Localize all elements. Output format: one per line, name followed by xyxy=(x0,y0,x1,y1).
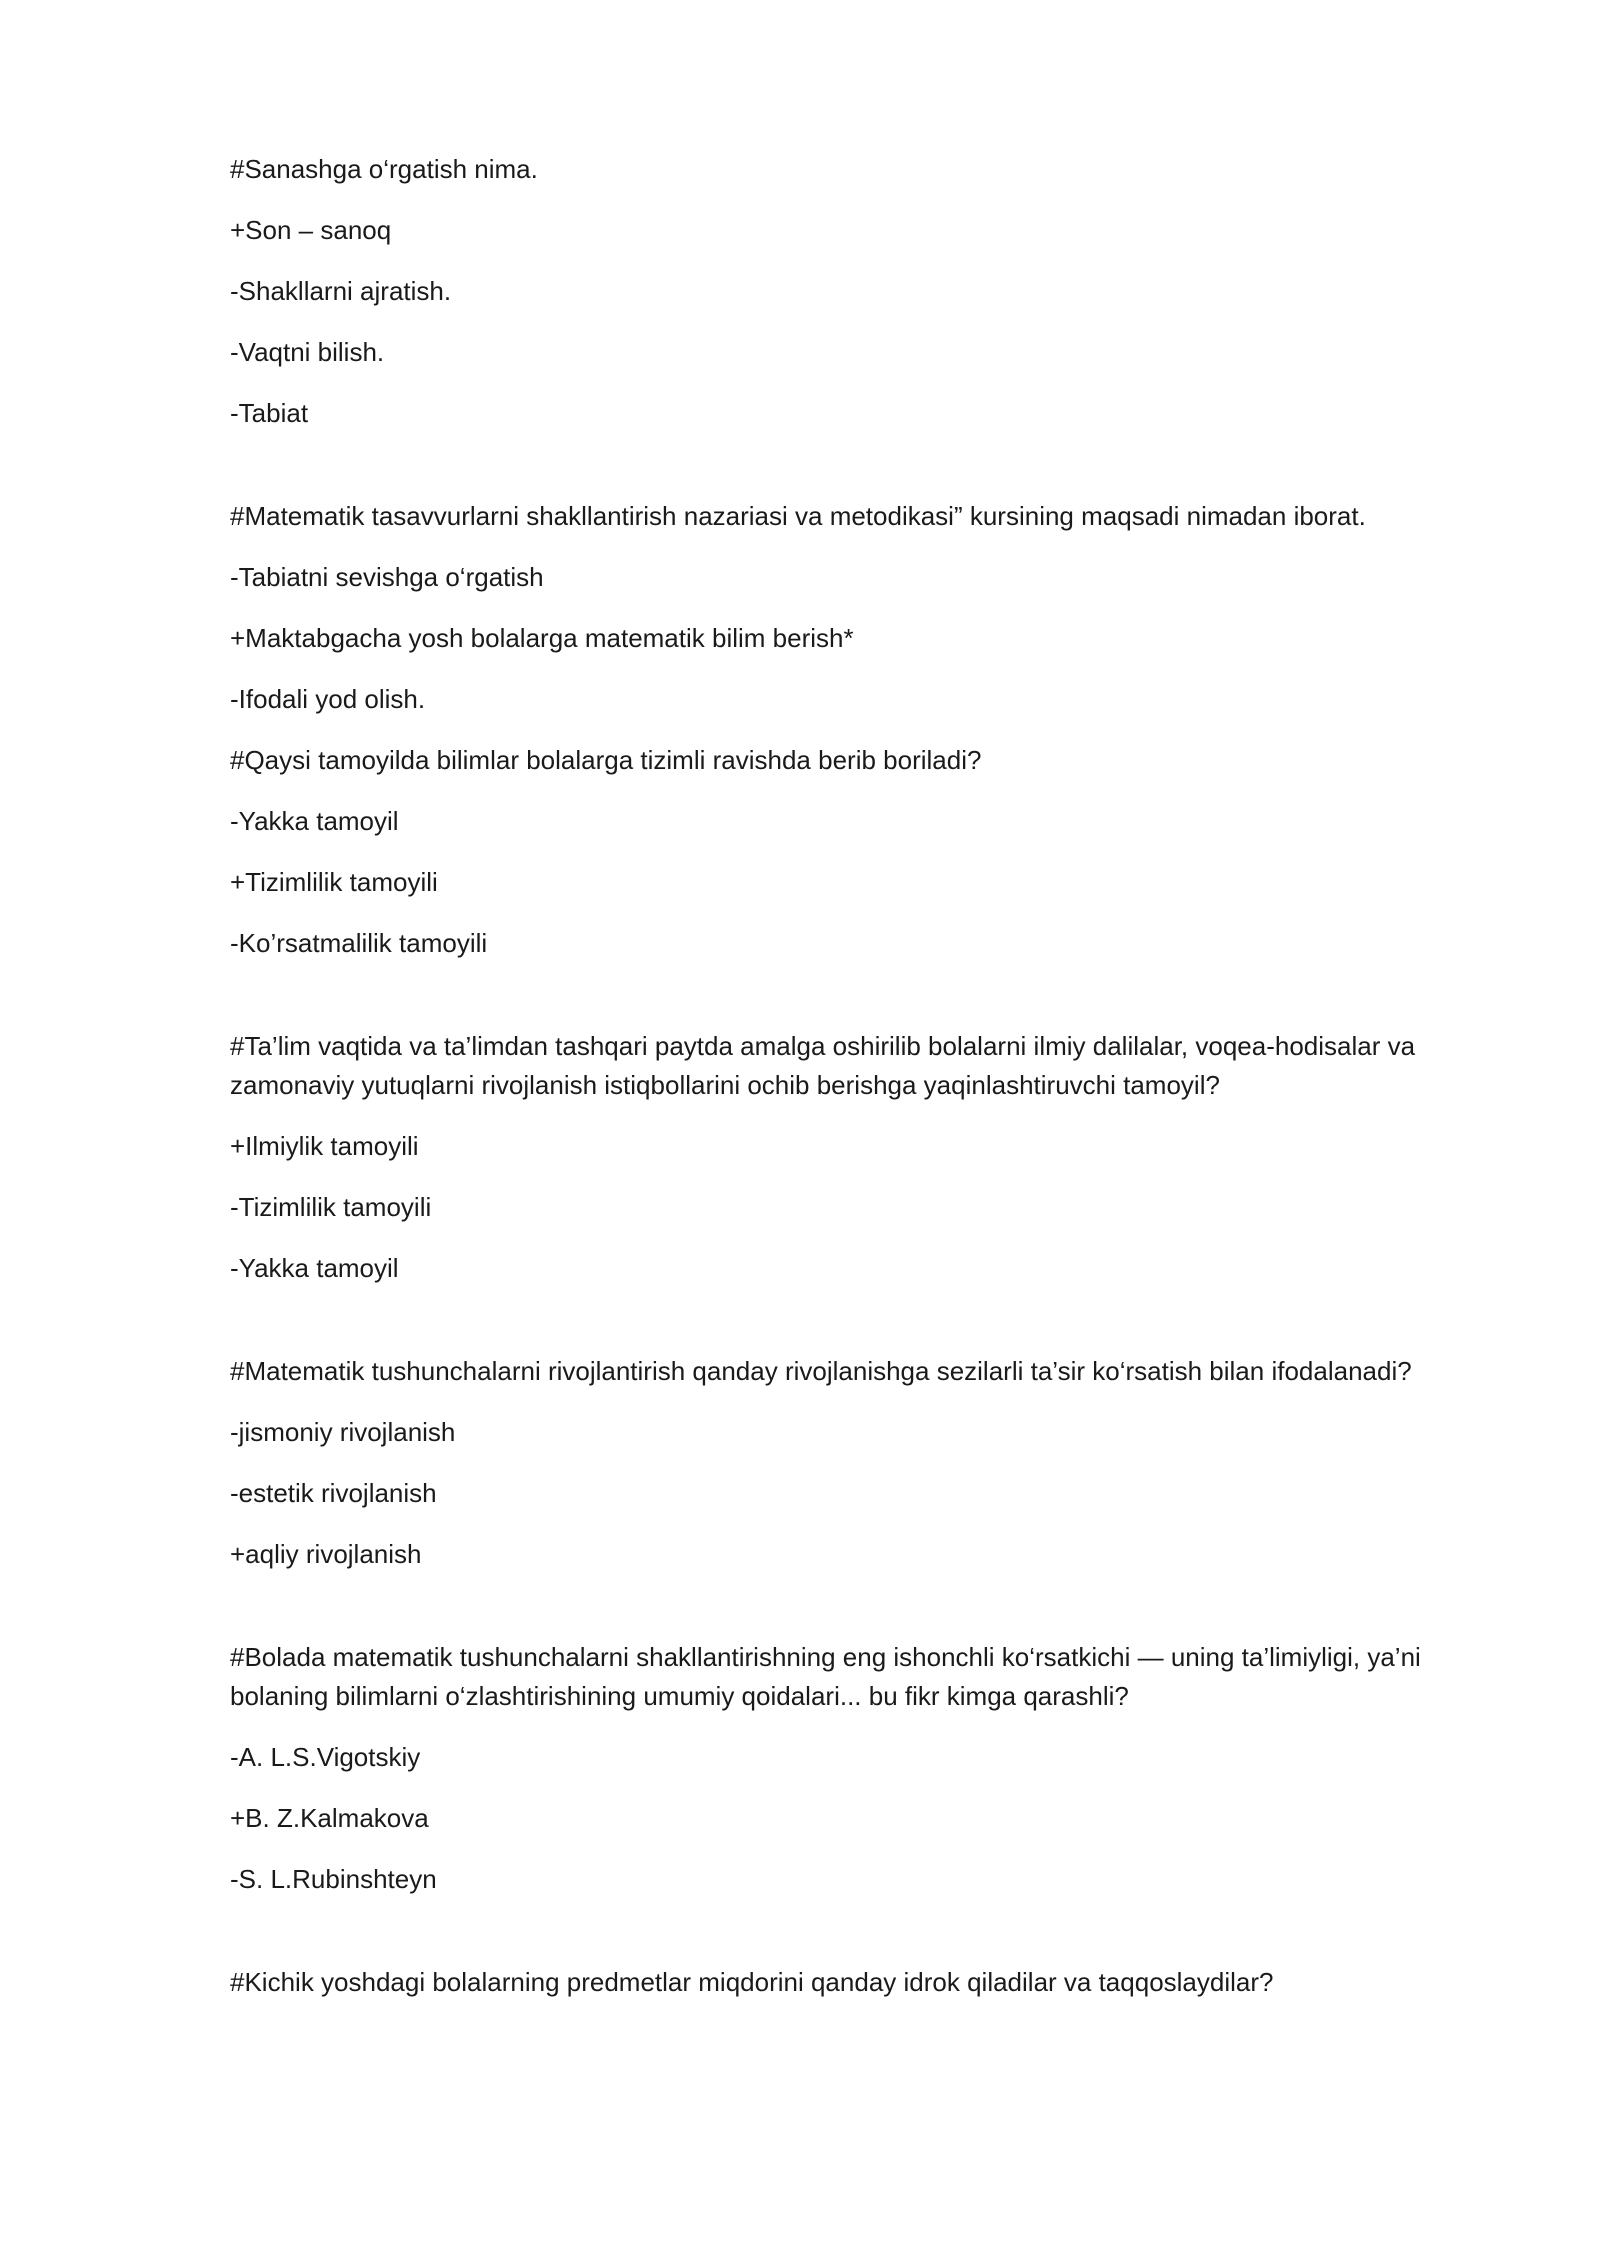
question-text: #Matematik tushunchalarni rivojlantirish qanday rivojlanishga sezilarli ta’sir ko‘rsatish bilan ifodalanadi? xyxy=(230,1356,1412,1386)
question-block-4 xyxy=(230,1027,1500,1288)
answer-option: -Yakka tamoyil xyxy=(230,1253,399,1283)
question-block-6 xyxy=(230,1638,1500,1899)
question-block-2 xyxy=(230,497,1500,719)
question-block-3 xyxy=(230,741,1500,963)
blank-line xyxy=(230,1596,1500,1638)
document-content xyxy=(230,150,1500,2024)
answer-option: +Son – sanoq xyxy=(230,215,392,245)
answer-option: -S. L.Rubinshteyn xyxy=(230,1864,437,1894)
answer-option: +Ilmiylik tamoyili xyxy=(230,1131,419,1161)
question-text: #Ta’lim vaqtida va ta’limdan tashqari paytda amalga oshirilib bolalarni ilmiy dalilalar, voqea-hodisalar va zamonaviy yutuqlarni rivojlanish istiqbollarini ochib berishga yaqinlashtiruvchi tamoyil? xyxy=(230,1031,1416,1100)
answer-option: -Shakllarni ajratish. xyxy=(230,276,452,306)
answer-option: -jismoniy rivojlanish xyxy=(230,1417,456,1447)
answer-option: -Ko’rsatmalilik tamoyili xyxy=(230,928,488,958)
question-block-7 xyxy=(230,1963,1500,2002)
question-text: #Sanashga o‘rgatish nima. xyxy=(230,154,538,184)
answer-option: +aqliy rivojlanish xyxy=(230,1539,422,1569)
answer-option: -Vaqtni bilish. xyxy=(230,337,385,367)
answer-option: -Yakka tamoyil xyxy=(230,806,399,836)
blank-line xyxy=(230,1921,1500,1963)
blank-line xyxy=(230,985,1500,1027)
answer-option: +B. Z.Kalmakova xyxy=(230,1803,429,1833)
blank-line xyxy=(230,1310,1500,1352)
question-text: #Matematik tasavvurlarni shakllantirish nazariasi va metodikasi” kursining maqsadi nimadan iborat. xyxy=(230,501,1366,531)
answer-option: -Ifodali yod olish. xyxy=(230,684,426,714)
question-block-1 xyxy=(230,150,1500,433)
answer-option: +Tizimlilik tamoyili xyxy=(230,867,438,897)
answer-option: -A. L.S.Vigotskiy xyxy=(230,1742,421,1772)
question-text: #Qaysi tamoyilda bilimlar bolalarga tizimli ravishda berib boriladi? xyxy=(230,745,982,775)
answer-option: -Tabiat xyxy=(230,398,309,428)
question-block-5 xyxy=(230,1352,1500,1574)
question-text: #Kichik yoshdagi bolalarning predmetlar miqdorini qanday idrok qiladilar va taqqoslaydilar? xyxy=(230,1967,1274,1997)
answer-option: +Maktabgacha yosh bolalarga matematik bilim berish* xyxy=(230,623,854,653)
answer-option: -estetik rivojlanish xyxy=(230,1478,437,1508)
answer-option: -Tizimlilik tamoyili xyxy=(230,1192,432,1222)
blank-line xyxy=(230,455,1500,497)
question-text: #Bolada matematik tushunchalarni shakllantirishning eng ishonchli ko‘rsatkichi — uning ta’limiyligi, ya’ni bolaning bilimlarni o‘zlashtirishining umumiy qoidalari... bu fikr kimga qarashli? xyxy=(230,1642,1421,1711)
answer-option: -Tabiatni sevishga o‘rgatish xyxy=(230,562,544,592)
